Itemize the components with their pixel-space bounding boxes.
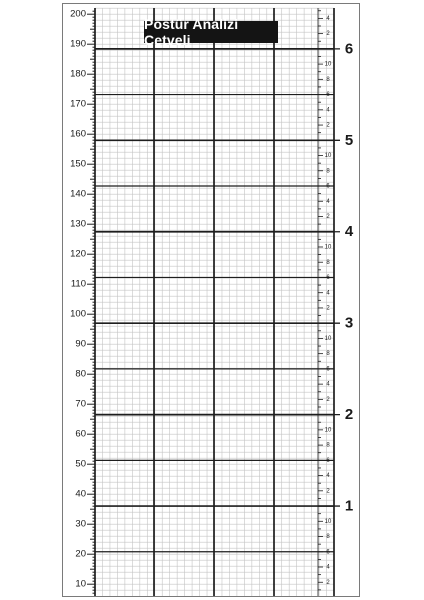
cm-label: 120 [70,248,86,260]
inch-label: 4 [326,15,330,22]
cm-label: 100 [70,308,86,320]
inch-label: 2 [326,305,330,312]
inch-label: 8 [326,442,330,449]
inch-label: 2 [326,579,330,586]
inch-label: 10 [324,518,332,525]
inch-label: 4 [326,473,330,480]
inch-label: 2 [326,214,330,221]
inch-label: 6 [326,92,330,99]
cm-label: 200 [70,8,86,20]
cm-label: 110 [70,278,86,290]
cm-label: 10 [75,578,86,590]
inch-label: 10 [324,153,332,160]
cm-label: 50 [75,458,86,470]
inch-label: 10 [324,61,332,68]
inch-label: 4 [326,290,330,297]
feet-label: 2 [344,406,354,424]
inch-label: 2 [326,396,330,403]
cm-label: 70 [75,398,86,410]
cm-label: 80 [75,368,86,380]
inch-label: 8 [326,534,330,541]
chart-title: Postür Analizi Cetveli [144,21,278,43]
inch-label: 6 [326,366,330,373]
cm-label: 20 [75,548,86,560]
cm-label: 160 [70,128,86,140]
cm-label: 170 [70,98,86,110]
inch-label: 2 [326,31,330,38]
inch-label: 8 [326,259,330,266]
cm-label: 150 [70,158,86,170]
cm-label: 40 [75,488,86,500]
inch-label: 2 [326,122,330,129]
inch-label: 6 [326,549,330,556]
inch-label: 4 [326,107,330,114]
cm-label: 180 [70,68,86,80]
cm-label: 30 [75,518,86,530]
cm-label: 130 [70,218,86,230]
inch-label: 8 [326,168,330,175]
inch-label: 10 [324,335,332,342]
feet-label: 5 [344,131,354,149]
inch-label: 6 [326,183,330,190]
inch-label: 6 [326,457,330,464]
feet-label: 3 [344,314,354,332]
cm-label: 140 [70,188,86,200]
inch-label: 10 [324,244,332,251]
inch-label: 8 [326,351,330,358]
inch-label: 8 [326,76,330,83]
feet-label: 4 [344,223,354,241]
inch-label: 6 [326,275,330,282]
cm-label: 190 [70,38,86,50]
cm-label: 90 [75,338,86,350]
inch-label: 4 [326,381,330,388]
cm-label: 60 [75,428,86,440]
inch-label: 10 [324,427,332,434]
inch-label: 4 [326,198,330,205]
inch-label: 4 [326,564,330,571]
feet-label: 1 [344,497,354,515]
feet-label: 6 [344,40,354,58]
inch-label: 2 [326,488,330,495]
